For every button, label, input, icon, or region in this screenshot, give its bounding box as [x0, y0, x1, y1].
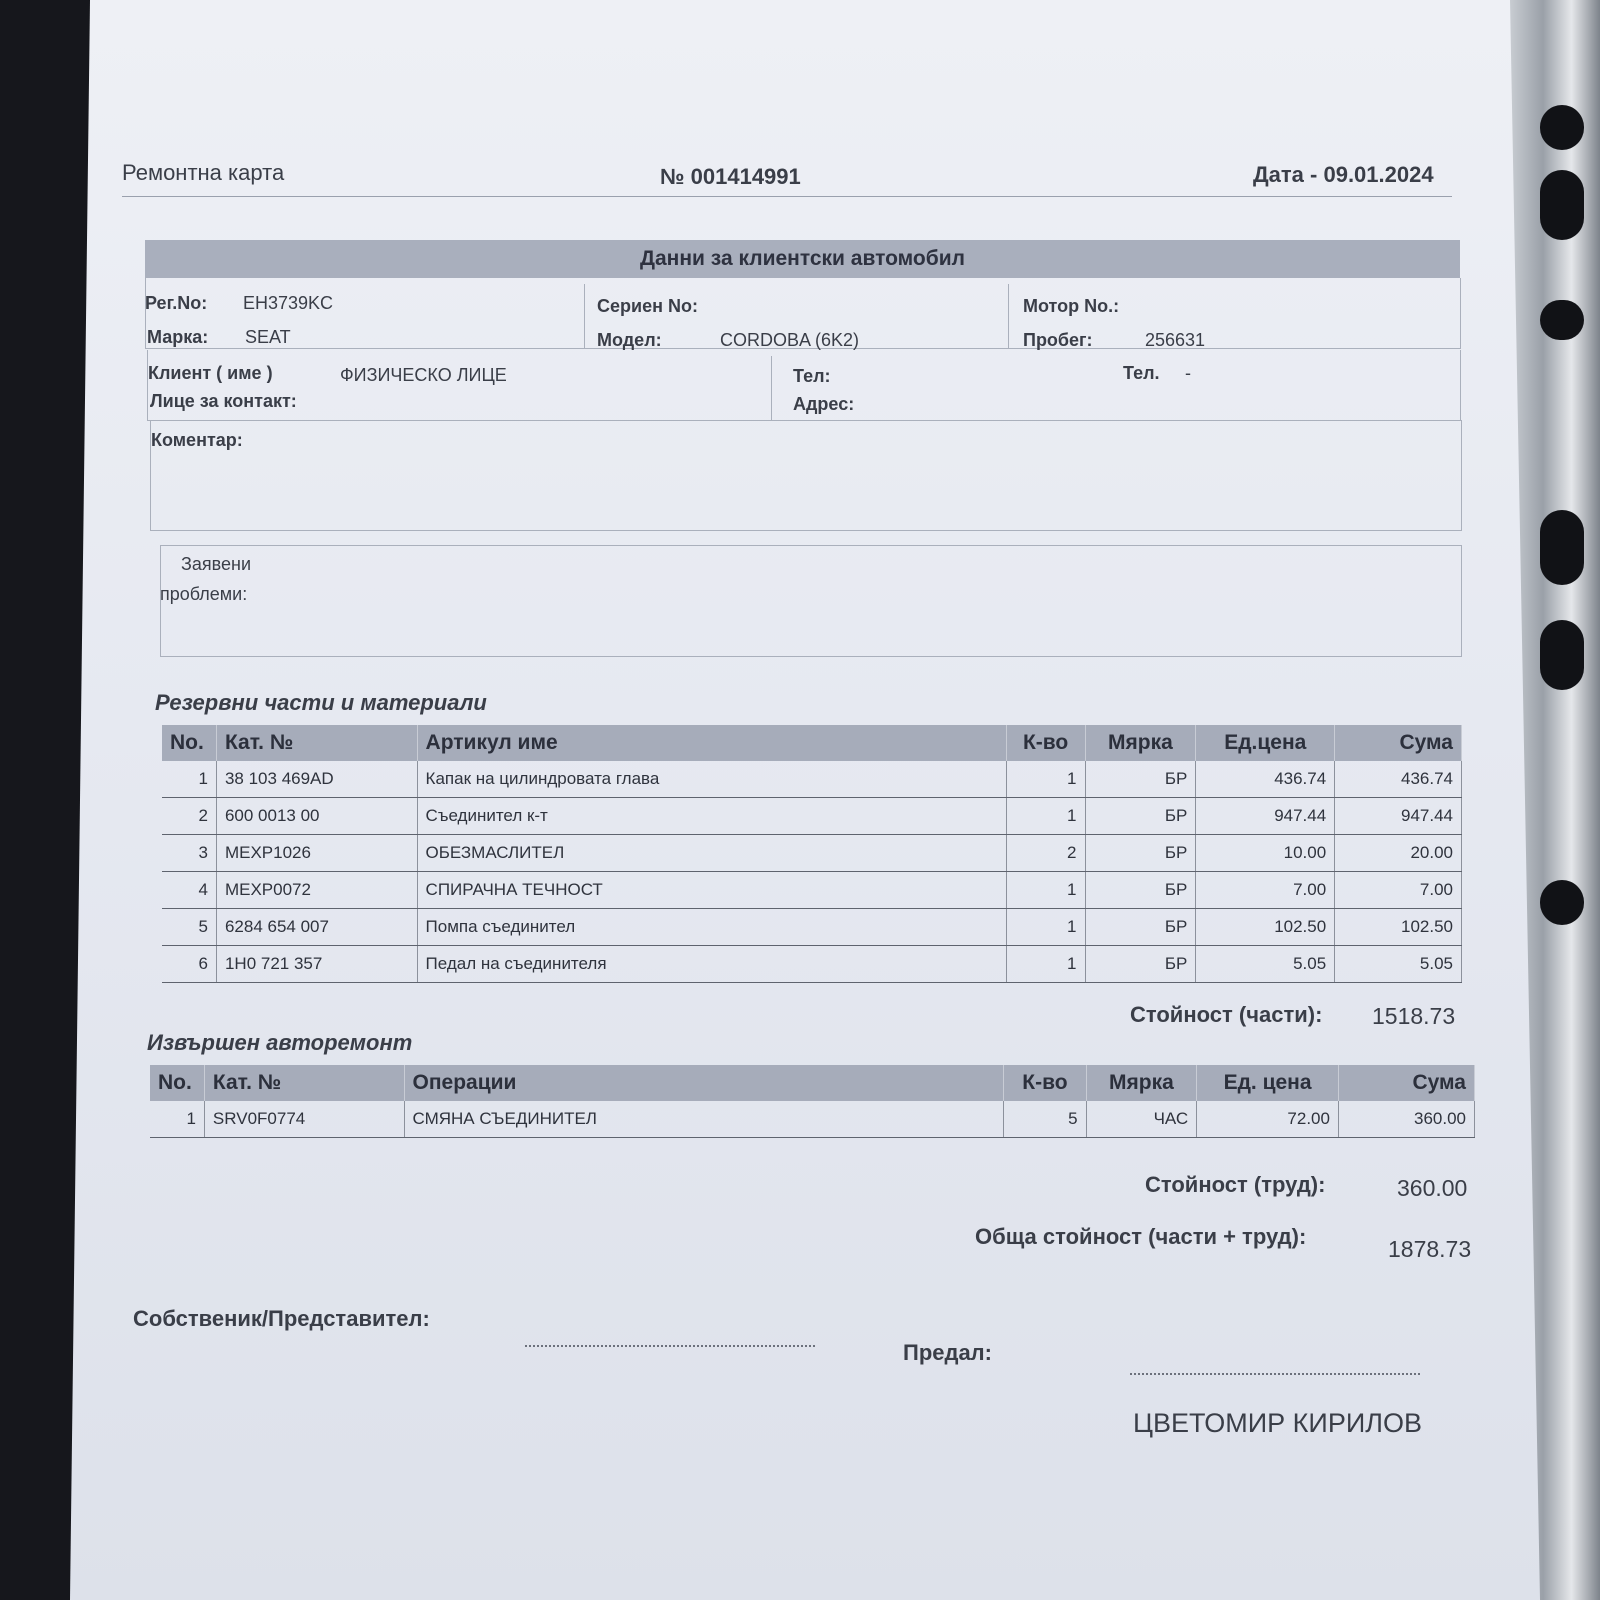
unit-price: 10.00 — [1196, 835, 1335, 872]
catalog-number: 38 103 469AD — [216, 761, 417, 798]
col-unit: Мярка — [1085, 725, 1196, 761]
col-no: No. — [150, 1065, 204, 1101]
contact-person-label: Лице за контакт: — [150, 391, 297, 411]
unit: БР — [1085, 835, 1196, 872]
binder-hole — [1540, 300, 1584, 340]
row-number: 5 — [162, 909, 216, 946]
quantity: 1 — [1006, 946, 1085, 983]
item-name: ОБЕЗМАСЛИТЕЛ — [417, 835, 1006, 872]
parts-total-value: 1518.73 — [1372, 1003, 1456, 1029]
row-sum: 7.00 — [1335, 872, 1462, 909]
binder-hole — [1540, 105, 1584, 150]
mileage-label: Пробег: — [1023, 330, 1093, 350]
quantity: 1 — [1006, 798, 1085, 835]
labor-table — [150, 1065, 1475, 1138]
parts-row — [162, 909, 1462, 946]
make-value: SEAT — [245, 327, 291, 347]
row-number: 4 — [162, 872, 216, 909]
quantity: 1 — [1006, 872, 1085, 909]
parts-header-row — [162, 725, 1462, 761]
handed-over-name: ЦВЕТОМИР КИРИЛОВ — [1133, 1408, 1422, 1438]
phone-label: Тел: — [793, 366, 831, 386]
client-label: Клиент ( име ) — [148, 363, 273, 383]
col-article-name: Артикул име — [417, 725, 1006, 761]
handed-over-signature-line — [1130, 1373, 1420, 1375]
unit: БР — [1085, 872, 1196, 909]
col-operations: Операции — [404, 1065, 1004, 1101]
reg-number-value: EH3739KC — [243, 293, 334, 313]
quantity: 1 — [1006, 909, 1085, 946]
unit-price: 102.50 — [1196, 909, 1335, 946]
row-sum: 20.00 — [1335, 835, 1462, 872]
col-quantity: К-во — [1006, 725, 1085, 761]
item-name: Педал на съединителя — [417, 946, 1006, 983]
parts-section-title: Резервни части и материали — [155, 690, 487, 715]
binder-hole — [1540, 510, 1584, 585]
reg-number-label: Рег.No: — [145, 293, 208, 313]
binder-hole — [1540, 620, 1584, 690]
problems-label-line1: Заявени — [181, 554, 251, 574]
parts-row — [162, 946, 1462, 983]
unit: БР — [1085, 761, 1196, 798]
model-label: Модел: — [597, 330, 662, 350]
col-sum: Сума — [1335, 725, 1462, 761]
row-sum: 5.05 — [1335, 946, 1462, 983]
catalog-number: MEXP0072 — [216, 872, 417, 909]
grand-total-value: 1878.73 — [1388, 1236, 1472, 1262]
row-number: 6 — [162, 946, 216, 983]
serial-label: Сериен No: — [597, 296, 698, 316]
row-sum: 436.74 — [1335, 761, 1462, 798]
parts-table — [162, 725, 1462, 983]
col-no: No. — [162, 725, 216, 761]
item-name: Капак на цилиндровата глава — [417, 761, 1006, 798]
row-sum: 947.44 — [1335, 798, 1462, 835]
owner-signature-line — [525, 1345, 815, 1347]
row-number: 2 — [162, 798, 216, 835]
catalog-number: SRV0F0774 — [204, 1101, 404, 1138]
col-quantity: К-во — [1004, 1065, 1086, 1101]
catalog-number: 6284 654 007 — [216, 909, 417, 946]
row-number: 1 — [150, 1101, 204, 1138]
labor-total-value: 360.00 — [1397, 1175, 1468, 1201]
comment-box — [150, 420, 1462, 531]
quantity: 1 — [1006, 761, 1085, 798]
row-sum: 360.00 — [1338, 1101, 1474, 1138]
document-number: № 001414991 — [660, 164, 801, 189]
vehicle-section-title: Данни за клиентски автомобил — [145, 240, 1460, 278]
unit-price: 436.74 — [1196, 761, 1335, 798]
labor-row — [150, 1101, 1475, 1138]
unit-price: 947.44 — [1196, 798, 1335, 835]
col-catalog-number: Кат. № — [204, 1065, 404, 1101]
mileage-value: 256631 — [1145, 330, 1206, 350]
row-sum: 102.50 — [1335, 909, 1462, 946]
binder-hole — [1540, 880, 1584, 925]
item-name: СМЯНА СЪЕДИНИТЕЛ — [404, 1101, 1004, 1138]
parts-total-label: Стойност (части): — [1130, 1002, 1323, 1027]
comment-label: Коментар: — [151, 430, 243, 450]
parts-row — [162, 872, 1462, 909]
parts-row — [162, 835, 1462, 872]
unit: БР — [1085, 798, 1196, 835]
engine-label: Мотор No.: — [1023, 296, 1120, 316]
unit-price: 72.00 — [1197, 1101, 1339, 1138]
unit: ЧАС — [1086, 1101, 1197, 1138]
header-divider — [122, 196, 1452, 197]
document-title: Ремонтна карта — [122, 160, 285, 185]
grand-total-label: Обща стойност (части + труд): — [975, 1224, 1307, 1249]
labor-total-label: Стойност (труд): — [1145, 1172, 1326, 1197]
labor-header-row — [150, 1065, 1475, 1101]
col-unit-price: Ед. цена — [1197, 1065, 1339, 1101]
col-unit-price: Ед.цена — [1196, 725, 1335, 761]
row-number: 3 — [162, 835, 216, 872]
parts-row — [162, 798, 1462, 835]
catalog-number: 1H0 721 357 — [216, 946, 417, 983]
item-name: СПИРАЧНА ТЕЧНОСТ — [417, 872, 1006, 909]
phone2-label: Тел. — [1123, 363, 1160, 383]
col-catalog-number: Кат. № — [216, 725, 417, 761]
col-unit: Мярка — [1086, 1065, 1197, 1101]
row-number: 1 — [162, 761, 216, 798]
binder-hole — [1540, 170, 1584, 240]
document-date: Дата - 09.01.2024 — [1253, 162, 1434, 187]
unit: БР — [1085, 946, 1196, 983]
make-label: Марка: — [147, 327, 209, 347]
catalog-number: 600 0013 00 — [216, 798, 417, 835]
reported-problems-box — [160, 545, 1462, 657]
col-sum: Сума — [1338, 1065, 1474, 1101]
unit: БР — [1085, 909, 1196, 946]
handed-over-label: Предал: — [903, 1340, 992, 1365]
unit-price: 5.05 — [1196, 946, 1335, 983]
item-name: Помпа съединител — [417, 909, 1006, 946]
owner-signature-label: Собственик/Представител: — [133, 1306, 430, 1331]
address-label: Адрес: — [793, 394, 855, 414]
problems-label-line2: проблеми: — [160, 584, 248, 604]
client-value: ФИЗИЧЕСКО ЛИЦЕ — [340, 365, 507, 385]
model-value: CORDOBA (6K2) — [720, 330, 860, 350]
parts-row — [162, 761, 1462, 798]
item-name: Съединител к-т — [417, 798, 1006, 835]
labor-section-title: Извършен авторемонт — [147, 1030, 413, 1055]
unit-price: 7.00 — [1196, 872, 1335, 909]
quantity: 5 — [1004, 1101, 1086, 1138]
phone2-value: - — [1185, 363, 1191, 383]
catalog-number: MEXP1026 — [216, 835, 417, 872]
quantity: 2 — [1006, 835, 1085, 872]
